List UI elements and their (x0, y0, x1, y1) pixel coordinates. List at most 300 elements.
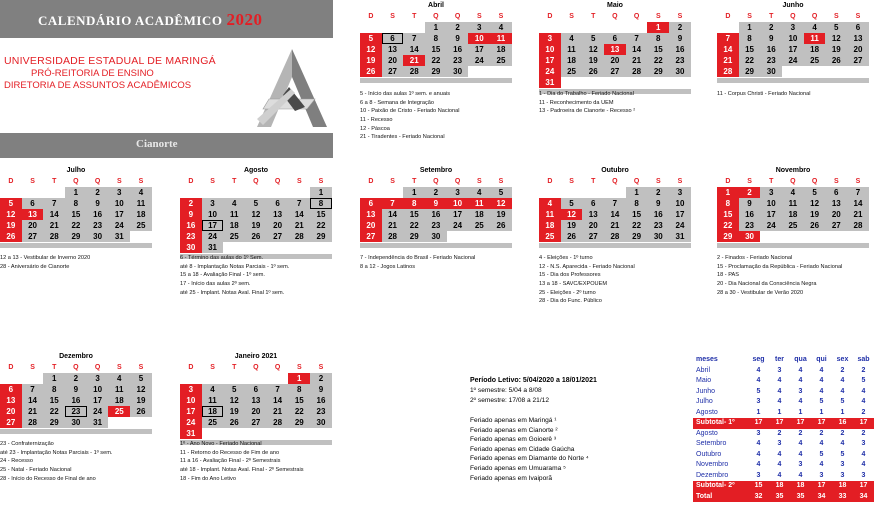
day-cell: 24 (782, 55, 804, 66)
summary-row-label: Subtotal- 2º (696, 482, 735, 489)
weekday-label: T (232, 178, 237, 185)
day-cell (360, 187, 382, 198)
period-semester-1: 1º semestre: 5/04 a 8/08 (470, 387, 542, 395)
day-cell: 2 (180, 198, 202, 209)
summary-value: 4 (777, 398, 782, 405)
weekday-label: S (210, 364, 215, 371)
summary-header-cell: qui (816, 356, 827, 363)
event-item: 25 - Eleições - 2º turno (539, 289, 596, 296)
weekday-label: D (368, 178, 374, 185)
day-cell: 7 (847, 187, 869, 198)
summary-value: 18 (796, 482, 805, 489)
day-cell: 24 (202, 231, 224, 242)
day-cell: 21 (604, 220, 626, 231)
summary-value: 35 (775, 492, 784, 500)
weekday-header (360, 11, 512, 22)
day-cell: 9 (739, 198, 761, 209)
day-cell: 24 (447, 220, 469, 231)
day-cell: 10 (87, 384, 109, 395)
summary-row (693, 397, 874, 408)
day-cell: 18 (782, 209, 804, 220)
day-cell: 25 (490, 55, 512, 66)
calendar-title (38, 10, 262, 30)
day-cell: 31 (202, 242, 224, 253)
day-cell: 6 (582, 198, 604, 209)
month-outubro (539, 166, 691, 248)
day-cell (647, 77, 669, 88)
summary-row (693, 460, 874, 471)
day-cell: 10 (669, 198, 691, 209)
institution-name: UNIVERSIDADE ESTADUAL DE MARINGÁ (4, 55, 216, 67)
day-cell: 26 (360, 66, 382, 77)
day-cell: 7 (288, 198, 310, 209)
event-item: 15 a 18 - Avaliação Final - 1º sem. (180, 272, 265, 279)
summary-value: 4 (777, 450, 782, 458)
institution-block (4, 55, 216, 92)
day-cell (382, 22, 404, 33)
summary-value: 4 (798, 471, 803, 479)
day-cell: 24 (87, 406, 109, 417)
event-item: 1º - Ano Novo - Feriado Nacional (180, 441, 262, 447)
day-cell (22, 187, 44, 198)
day-cell: 8 (647, 33, 669, 44)
week-row (180, 417, 332, 428)
day-cell: 9 (65, 384, 87, 395)
day-cell: 21 (403, 55, 425, 66)
summary-value: 4 (840, 387, 845, 395)
week-row (180, 384, 332, 395)
weekday-label: Q (253, 364, 259, 371)
day-cell: 26 (0, 231, 22, 242)
day-cell: 18 (223, 220, 245, 231)
summary-header-cell: sab (857, 356, 870, 363)
day-cell: 8 (717, 198, 739, 209)
day-cell: 6 (22, 198, 44, 209)
week-row (717, 22, 869, 33)
day-cell: 6 (267, 198, 289, 209)
day-cell (561, 77, 583, 88)
day-cell: 10 (447, 198, 469, 209)
month-name: Setembro (419, 167, 453, 174)
weekday-label: Q (94, 178, 101, 185)
day-cell: 20 (382, 55, 404, 66)
week-row (0, 395, 152, 406)
day-cell: 15 (647, 44, 669, 55)
week-row (539, 187, 691, 198)
day-cell: 30 (447, 66, 469, 77)
day-cell: 13 (825, 198, 847, 209)
weekday-label: S (116, 178, 122, 185)
weekday-label: S (138, 178, 144, 185)
day-cell: 7 (717, 33, 739, 44)
day-cell (22, 373, 44, 384)
day-cell: 15 (425, 44, 447, 55)
week-row (539, 231, 691, 242)
summary-value: 4 (819, 377, 824, 384)
summary-value: 2 (861, 408, 866, 416)
event-item: 15 - Proclamação da República - Feriado Nacional (717, 263, 843, 270)
calendar-title-text: CALENDÁRIO ACADÊMICO (38, 13, 223, 28)
day-cell: 22 (65, 220, 87, 231)
weekday-label: S (318, 178, 324, 185)
weekday-label: T (769, 13, 774, 20)
weekday-label: D (725, 178, 731, 185)
summary-row-label: Agosto (696, 429, 718, 437)
week-row (0, 384, 152, 395)
weekday-label: S (747, 178, 752, 185)
day-cell: 28 (382, 231, 404, 242)
summary-value: 2 (861, 429, 866, 437)
day-cell: 25 (468, 220, 490, 231)
week-row (0, 417, 152, 428)
day-cell (604, 187, 626, 198)
summary-value: 3 (756, 429, 761, 437)
week-row (0, 231, 152, 242)
day-cell: 30 (739, 231, 761, 242)
day-cell: 25 (130, 220, 152, 231)
day-cell: 3 (760, 187, 782, 198)
summary-value: 4 (777, 377, 782, 384)
day-cell: 14 (626, 44, 648, 55)
week-row (360, 66, 512, 77)
month-footer-band (717, 78, 869, 83)
day-cell: 9 (760, 33, 782, 44)
day-cell: 24 (539, 66, 561, 77)
event-item: 10 - Paixão de Cristo - Feriado Nacional (360, 108, 460, 115)
summary-value: 4 (861, 450, 866, 458)
day-cell: 9 (310, 384, 332, 395)
day-cell: 29 (43, 417, 65, 428)
summary-value: 15 (754, 482, 763, 489)
day-cell: 22 (403, 220, 425, 231)
day-cell: 4 (130, 187, 152, 198)
day-cell (847, 231, 869, 242)
day-cell (626, 22, 648, 33)
weekday-label: S (498, 13, 504, 20)
summary-value: 4 (861, 461, 866, 468)
summary-value: 4 (798, 398, 803, 405)
summary-value: 4 (819, 440, 824, 447)
summary-value: 18 (838, 482, 847, 489)
week-row (539, 66, 691, 77)
day-cell: 31 (669, 231, 691, 242)
weekday-label: S (655, 13, 661, 20)
weekday-label: Q (612, 178, 618, 185)
day-cell: 14 (604, 209, 626, 220)
day-cell (582, 187, 604, 198)
day-cell: 20 (360, 220, 382, 231)
summary-row-label: Outubro (696, 450, 722, 458)
day-cell (403, 22, 425, 33)
event-item: 6 - Término das aulas do 1º Sem. (180, 255, 264, 261)
day-cell: 5 (360, 33, 382, 44)
day-cell: 3 (180, 384, 202, 395)
summary-value: 4 (861, 398, 866, 405)
week-row (539, 77, 691, 88)
day-cell: 2 (65, 373, 87, 384)
day-cell: 17 (180, 406, 202, 417)
weekday-label: D (188, 364, 194, 371)
weekday-label: Q (612, 13, 618, 20)
weekday-label: S (833, 13, 839, 20)
day-cell: 13 (360, 209, 382, 220)
event-item: 4 - Eleições - 1º turno (539, 255, 593, 261)
week-row (180, 395, 332, 406)
week-row (0, 187, 152, 198)
summary-value: 2 (777, 429, 782, 437)
summary-value: 3 (798, 387, 803, 395)
day-cell: 18 (108, 395, 130, 406)
day-cell: 11 (804, 33, 826, 44)
summary-value: 3 (840, 471, 845, 479)
event-item: 24 - Recesso (0, 458, 33, 465)
month-abril (360, 1, 512, 83)
weekday-label: T (412, 13, 417, 20)
day-cell: 21 (847, 209, 869, 220)
week-row (539, 198, 691, 209)
day-cell: 7 (626, 33, 648, 44)
day-cell: 31 (180, 428, 202, 439)
day-cell: 12 (0, 209, 22, 220)
events-dezembro (0, 440, 112, 483)
day-cell: 10 (180, 395, 202, 406)
day-cell: 17 (108, 209, 130, 220)
day-cell: 29 (310, 231, 332, 242)
weekday-label: S (476, 13, 482, 20)
event-item: 20 - Dia Nacional da Consciência Negra (717, 280, 817, 287)
summary-row-label: Dezembro (696, 471, 729, 479)
day-cell: 21 (288, 220, 310, 231)
day-cell: 3 (447, 187, 469, 198)
week-row (360, 220, 512, 231)
summary-value: 4 (756, 450, 761, 458)
weekday-label: S (833, 178, 839, 185)
summary-value: 4 (756, 366, 761, 374)
day-cell: 26 (130, 406, 152, 417)
day-cell (561, 187, 583, 198)
day-cell (804, 231, 826, 242)
period-semester-2: 2º semestre: 17/08 a 21/12 (470, 396, 550, 404)
day-cell: 21 (267, 406, 289, 417)
summary-value: 17 (859, 482, 868, 489)
day-cell: 20 (245, 406, 267, 417)
weekday-label: Q (633, 13, 640, 20)
day-cell: 15 (310, 209, 332, 220)
day-cell: 2 (647, 187, 669, 198)
day-cell (447, 231, 469, 242)
day-cell: 21 (22, 406, 44, 417)
events-junho (717, 90, 810, 99)
event-item: 12 a 13 - Vestibular de Inverno 2020 (0, 255, 91, 261)
day-cell: 14 (382, 209, 404, 220)
month-julho (0, 166, 152, 248)
weekday-header (360, 176, 512, 187)
week-row (539, 55, 691, 66)
weekday-label: T (591, 13, 596, 20)
summary-value: 3 (819, 471, 824, 479)
summary-value: 4 (756, 377, 761, 384)
day-cell: 11 (223, 209, 245, 220)
weekday-label: S (116, 364, 122, 371)
summary-row (693, 366, 874, 377)
day-cell: 2 (739, 187, 761, 198)
university-logo-icon (255, 47, 330, 132)
day-cell: 27 (360, 231, 382, 242)
summary-row (693, 471, 874, 482)
day-cell: 28 (22, 417, 44, 428)
event-item: 11 - Retorno do Recesso de Fim de ano (180, 449, 280, 456)
summary-row (693, 408, 874, 419)
summary-value: 3 (756, 398, 761, 405)
day-cell: 22 (739, 55, 761, 66)
summary-row-label: Total (696, 492, 713, 500)
summary-value: 2 (798, 429, 803, 437)
day-cell: 15 (403, 209, 425, 220)
day-cell: 25 (539, 231, 561, 242)
weekday-label: D (8, 364, 14, 371)
period-title: Período Letivo: 5/04/2020 a 18/01/2021 (470, 377, 597, 384)
event-item: 11 - Recesso (360, 116, 393, 123)
institution-directorate: DIRETORIA DE ASSUNTOS ACADÊMICOS (4, 80, 192, 91)
summary-value: 5 (861, 377, 866, 384)
day-cell (0, 187, 22, 198)
calendar-year: 2020 (226, 10, 263, 29)
day-cell: 8 (65, 198, 87, 209)
day-cell: 26 (804, 220, 826, 231)
summary-header-row (693, 355, 874, 366)
week-row (180, 198, 332, 209)
day-cell: 5 (561, 198, 583, 209)
day-cell: 29 (403, 231, 425, 242)
event-item: 12 - Páscoa (360, 125, 390, 132)
day-cell: 4 (539, 198, 561, 209)
summary-value: 4 (861, 387, 866, 395)
month-name: Agosto (243, 167, 269, 174)
day-cell (782, 66, 804, 77)
day-cell (360, 22, 382, 33)
summary-row (693, 429, 874, 440)
day-cell: 12 (223, 395, 245, 406)
summary-value: 3 (861, 440, 866, 447)
day-cell: 27 (267, 231, 289, 242)
day-cell: 1 (43, 373, 65, 384)
day-cell (825, 231, 847, 242)
day-cell: 23 (739, 220, 761, 231)
summary-value: 3 (840, 461, 845, 468)
week-row (360, 22, 512, 33)
day-cell: 9 (87, 198, 109, 209)
day-cell: 2 (760, 22, 782, 33)
day-cell: 17 (539, 55, 561, 66)
day-cell: 26 (582, 66, 604, 77)
day-cell: 30 (65, 417, 87, 428)
summary-value: 5 (819, 398, 824, 405)
period-info (470, 376, 597, 483)
summary-value: 2 (819, 429, 824, 437)
summary-value: 4 (798, 440, 803, 447)
events-novembro (717, 254, 842, 297)
day-cell (717, 22, 739, 33)
event-item: 8 a 12 - Jogos Latinos (360, 263, 416, 270)
day-cell: 19 (561, 220, 583, 231)
summary-value: 35 (796, 492, 805, 500)
summary-header-cell: meses (696, 356, 718, 363)
month-name: Novembro (775, 167, 811, 174)
weekday-header (180, 176, 332, 187)
day-cell: 21 (717, 55, 739, 66)
day-cell: 22 (626, 220, 648, 231)
event-item: 13 a 18 - SAVC/EXPOUEM (539, 280, 607, 287)
day-cell: 9 (647, 198, 669, 209)
holiday-note: Feriado apenas em Cidade Gaúcha (470, 445, 575, 453)
day-cell: 20 (582, 220, 604, 231)
week-row (0, 373, 152, 384)
day-cell: 6 (604, 33, 626, 44)
day-cell: 13 (0, 395, 22, 406)
event-item: 13 - Padroeira de Cianorte - Recesso ² (539, 108, 636, 115)
week-row (180, 231, 332, 242)
day-cell: 21 (43, 220, 65, 231)
day-cell: 19 (360, 55, 382, 66)
weekday-label: Q (253, 178, 259, 185)
day-cell (310, 428, 332, 439)
day-cell: 1 (403, 187, 425, 198)
event-item: 28 - Aniversário de Cianorte (0, 263, 70, 270)
day-cell: 27 (22, 231, 44, 242)
day-cell: 5 (582, 33, 604, 44)
summary-value: 5 (840, 450, 845, 458)
day-cell: 10 (108, 198, 130, 209)
day-cell: 30 (425, 231, 447, 242)
day-cell: 22 (43, 406, 65, 417)
day-cell (245, 242, 267, 253)
holiday-note: Feriado apenas em Ivaiporã (470, 474, 553, 482)
day-cell: 25 (782, 220, 804, 231)
day-cell (490, 231, 512, 242)
day-cell: 3 (782, 22, 804, 33)
weekday-label: S (747, 13, 752, 20)
day-cell: 17 (669, 209, 691, 220)
day-cell (43, 187, 65, 198)
summary-value: 4 (798, 366, 803, 374)
day-cell: 22 (717, 220, 739, 231)
day-cell: 24 (760, 220, 782, 231)
day-cell: 26 (561, 231, 583, 242)
month-name: Maio (607, 2, 623, 9)
day-cell: 22 (288, 406, 310, 417)
week-row (360, 198, 512, 209)
day-cell: 28 (403, 66, 425, 77)
summary-value: 1 (777, 408, 782, 416)
day-cell: 1 (288, 373, 310, 384)
month-footer-band (0, 429, 152, 434)
summary-value: 16 (838, 419, 847, 426)
day-cell: 4 (490, 22, 512, 33)
day-cell: 26 (825, 55, 847, 66)
day-cell: 27 (0, 417, 22, 428)
summary-value: 4 (777, 471, 782, 479)
weekday-label: Q (94, 364, 101, 371)
event-item: 18 - Fim do Ano Letivo (180, 475, 236, 482)
weekday-label: Q (811, 178, 818, 185)
day-cell: 1 (626, 187, 648, 198)
day-cell: 16 (310, 395, 332, 406)
day-cell: 28 (847, 220, 869, 231)
day-cell: 7 (604, 198, 626, 209)
day-cell: 5 (804, 187, 826, 198)
day-cell: 27 (382, 66, 404, 77)
summary-value: 4 (840, 440, 845, 447)
